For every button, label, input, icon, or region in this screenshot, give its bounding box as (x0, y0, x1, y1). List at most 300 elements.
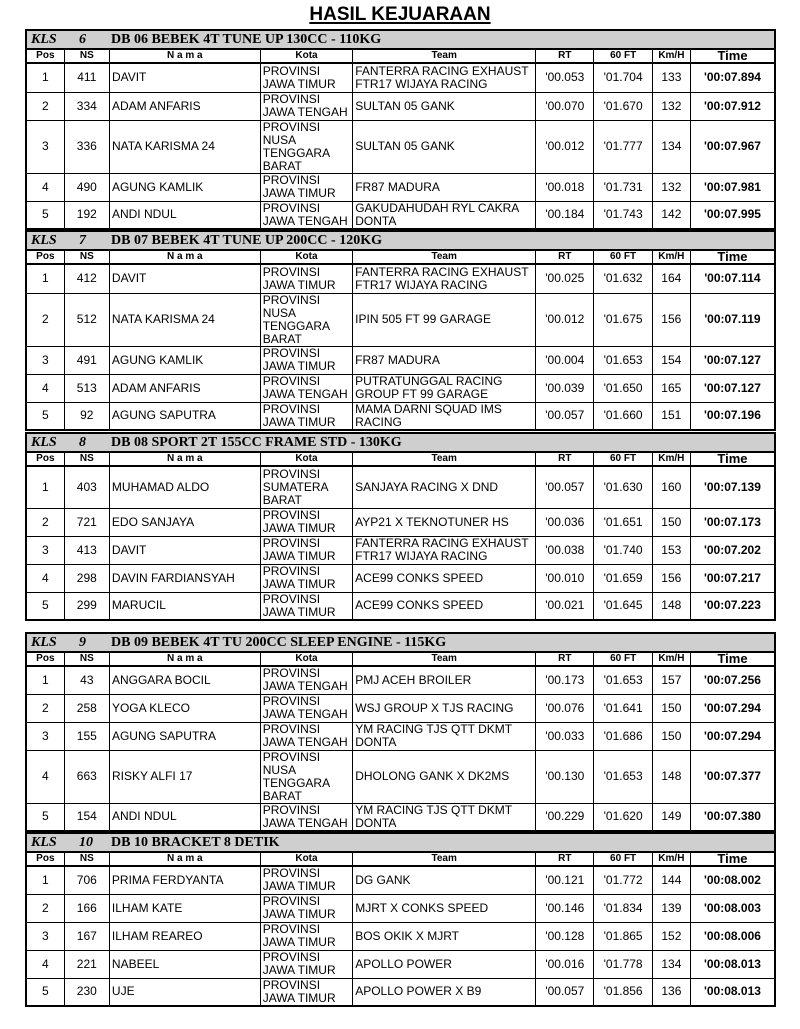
cell-team: YM RACING TJS QTT DKMT DONTA (353, 722, 536, 750)
table-row (26, 922, 775, 950)
table-row (26, 264, 775, 293)
cell-ns: 258 (64, 694, 109, 722)
col-header-team: Team (353, 652, 536, 666)
cell-team: SULTAN 05 GANK (353, 120, 536, 173)
cell-kota: PROVINSI JAWA TIMUR (260, 866, 352, 894)
column-header-row (26, 652, 775, 666)
cell-rt: '00.021 (536, 592, 594, 620)
table-row (26, 564, 775, 592)
table-row (26, 63, 775, 92)
cell-team: AYP21 X TEKNOTUNER HS (353, 508, 536, 536)
cell-kota: PROVINSI JAWA TIMUR (260, 592, 352, 620)
cell-rt: '00.038 (536, 536, 594, 564)
cell-pos: 3 (26, 536, 64, 564)
table-row (26, 666, 775, 694)
cell-kmh: 148 (652, 592, 690, 620)
col-header-kmh: Km/H (652, 652, 690, 666)
cell-rt: '00.039 (536, 374, 594, 402)
cell-ft60: '01.834 (594, 894, 652, 922)
kls-label: KLS (31, 32, 57, 47)
cell-team: FR87 MADURA (353, 346, 536, 374)
class-header (26, 833, 775, 852)
table-row (26, 173, 775, 201)
cell-time: '00:08.003 (690, 894, 775, 922)
cell-team: MJRT X CONKS SPEED (353, 894, 536, 922)
results-table (25, 29, 776, 230)
col-header-nama: N a m a (109, 652, 260, 666)
table-row (26, 750, 775, 803)
cell-kmh: 160 (652, 466, 690, 508)
cell-pos: 2 (26, 92, 64, 120)
cell-team: SANJAYA RACING X DND (353, 466, 536, 508)
cell-nama: AGUNG KAMLIK (109, 173, 260, 201)
cell-kmh: 132 (652, 173, 690, 201)
cell-ns: 512 (64, 293, 109, 346)
cell-pos: 1 (26, 264, 64, 293)
cell-pos: 5 (26, 402, 64, 430)
cell-ft60: '01.740 (594, 536, 652, 564)
cell-rt: '00.010 (536, 564, 594, 592)
cell-ns: 403 (64, 466, 109, 508)
cell-kmh: 136 (652, 978, 690, 1006)
col-header-ns: NS (64, 250, 109, 264)
cell-rt: '00.173 (536, 666, 594, 694)
cell-team: DHOLONG GANK X DK2MS (353, 750, 536, 803)
cell-team: PMJ ACEH BROILER (353, 666, 536, 694)
cell-kmh: 144 (652, 866, 690, 894)
class-header-row (26, 231, 775, 250)
cell-team: DG GANK (353, 866, 536, 894)
table-row (26, 950, 775, 978)
col-header-nama: N a m a (109, 852, 260, 866)
table-row (26, 536, 775, 564)
cell-kmh: 133 (652, 63, 690, 92)
cell-kmh: 149 (652, 803, 690, 831)
col-header-rt: RT (536, 852, 594, 866)
col-header-rt: RT (536, 250, 594, 264)
col-header-pos: Pos (26, 49, 64, 63)
cell-pos: 2 (26, 508, 64, 536)
cell-nama: ILHAM KATE (109, 894, 260, 922)
cell-ns: 491 (64, 346, 109, 374)
cell-kota: PROVINSI JAWA TIMUR (260, 536, 352, 564)
cell-kmh: 139 (652, 894, 690, 922)
cell-ft60: '01.641 (594, 694, 652, 722)
cell-kmh: 134 (652, 120, 690, 173)
kls-number: 7 (79, 233, 86, 248)
cell-team: FR87 MADURA (353, 173, 536, 201)
cell-team: GAKUDAHUDAH RYL CAKRA DONTA (353, 201, 536, 229)
cell-nama: AGUNG SAPUTRA (109, 402, 260, 430)
class-name: DB 09 BEBEK 4T TU 200CC SLEEP ENGINE - 115KG (111, 635, 447, 650)
cell-kmh: 150 (652, 694, 690, 722)
cell-time: '00:07.294 (690, 722, 775, 750)
col-header-kmh: Km/H (652, 852, 690, 866)
cell-ns: 230 (64, 978, 109, 1006)
class-header-row (26, 833, 775, 852)
col-header-time: Time (690, 652, 775, 666)
cell-ns: 513 (64, 374, 109, 402)
cell-ft60: '01.704 (594, 63, 652, 92)
cell-kmh: 151 (652, 402, 690, 430)
class-header (26, 30, 775, 49)
cell-kota: PROVINSI JAWA TIMUR (260, 402, 352, 430)
cell-pos: 2 (26, 293, 64, 346)
cell-kota: PROVINSI JAWA TIMUR (260, 978, 352, 1006)
cell-rt: '00.229 (536, 803, 594, 831)
cell-time: '00:08.006 (690, 922, 775, 950)
cell-team: APOLLO POWER (353, 950, 536, 978)
col-header-ns: NS (64, 452, 109, 466)
cell-pos: 1 (26, 63, 64, 92)
col-header-time: Time (690, 250, 775, 264)
cell-nama: ILHAM REAREO (109, 922, 260, 950)
cell-nama: ADAM ANFARIS (109, 92, 260, 120)
cell-kota: PROVINSI JAWA TIMUR (260, 922, 352, 950)
cell-ft60: '01.630 (594, 466, 652, 508)
table-row (26, 293, 775, 346)
cell-ft60: '01.856 (594, 978, 652, 1006)
col-header-pos: Pos (26, 852, 64, 866)
col-header-kota: Kota (260, 49, 352, 63)
col-header-rt: RT (536, 452, 594, 466)
cell-time: '00:07.202 (690, 536, 775, 564)
kls-label: KLS (31, 635, 57, 650)
cell-ns: 167 (64, 922, 109, 950)
cell-pos: 3 (26, 722, 64, 750)
cell-team: APOLLO POWER X B9 (353, 978, 536, 1006)
cell-ns: 298 (64, 564, 109, 592)
col-header-time: Time (690, 49, 775, 63)
cell-kota: PROVINSI JAWA TENGAH (260, 201, 352, 229)
col-header-ft60: 60 FT (594, 250, 652, 264)
cell-pos: 1 (26, 666, 64, 694)
kls-number: 10 (79, 835, 93, 850)
cell-rt: '00.053 (536, 63, 594, 92)
cell-ns: 490 (64, 173, 109, 201)
cell-rt: '00.033 (536, 722, 594, 750)
col-header-ns: NS (64, 49, 109, 63)
cell-time: '00:07.967 (690, 120, 775, 173)
cell-rt: '00.016 (536, 950, 594, 978)
col-header-kota: Kota (260, 452, 352, 466)
column-header-row (26, 49, 775, 63)
cell-ft60: '01.686 (594, 722, 652, 750)
cell-rt: '00.146 (536, 894, 594, 922)
cell-ft60: '01.675 (594, 293, 652, 346)
cell-nama: NATA KARISMA 24 (109, 120, 260, 173)
col-header-ft60: 60 FT (594, 452, 652, 466)
cell-ns: 706 (64, 866, 109, 894)
col-header-kota: Kota (260, 250, 352, 264)
cell-ns: 155 (64, 722, 109, 750)
cell-time: '00:08.002 (690, 866, 775, 894)
cell-ft60: '01.659 (594, 564, 652, 592)
class-header-row (26, 433, 775, 452)
class-name: DB 08 SPORT 2T 155CC FRAME STD - 130KG (111, 435, 402, 450)
cell-ft60: '01.670 (594, 92, 652, 120)
cell-ns: 43 (64, 666, 109, 694)
cell-team: ACE99 CONKS SPEED (353, 564, 536, 592)
cell-rt: '00.128 (536, 922, 594, 950)
cell-time: '00:07.119 (690, 293, 775, 346)
col-header-nama: N a m a (109, 250, 260, 264)
cell-nama: AGUNG KAMLIK (109, 346, 260, 374)
table-row (26, 803, 775, 831)
col-header-rt: RT (536, 652, 594, 666)
col-header-ns: NS (64, 652, 109, 666)
cell-kota: PROVINSI JAWA TIMUR (260, 508, 352, 536)
cell-kota: PROVINSI JAWA TIMUR (260, 894, 352, 922)
class-section (25, 632, 776, 832)
page-title: HASIL KEJUARAAN (309, 4, 491, 25)
cell-rt: '00.012 (536, 120, 594, 173)
cell-ft60: '01.778 (594, 950, 652, 978)
table-row (26, 894, 775, 922)
cell-time: '00:08.013 (690, 978, 775, 1006)
cell-kmh: 152 (652, 922, 690, 950)
cell-time: '00:07.223 (690, 592, 775, 620)
class-header (26, 633, 775, 652)
cell-nama: EDO SANJAYA (109, 508, 260, 536)
cell-time: '00:07.981 (690, 173, 775, 201)
col-header-kota: Kota (260, 652, 352, 666)
table-row (26, 201, 775, 229)
cell-kmh: 164 (652, 264, 690, 293)
cell-kota: PROVINSI JAWA TIMUR (260, 950, 352, 978)
table-row (26, 402, 775, 430)
cell-pos: 4 (26, 950, 64, 978)
cell-ft60: '01.653 (594, 750, 652, 803)
cell-nama: NABEEL (109, 950, 260, 978)
cell-kota: PROVINSI JAWA TENGAH (260, 374, 352, 402)
cell-time: '00:07.217 (690, 564, 775, 592)
cell-kmh: 153 (652, 536, 690, 564)
cell-rt: '00.130 (536, 750, 594, 803)
results-table (25, 230, 776, 431)
cell-rt: '00.076 (536, 694, 594, 722)
class-header (26, 433, 775, 452)
class-section (25, 230, 776, 431)
cell-pos: 2 (26, 694, 64, 722)
cell-team: IPIN 505 FT 99 GARAGE (353, 293, 536, 346)
cell-ns: 721 (64, 508, 109, 536)
cell-ns: 299 (64, 592, 109, 620)
cell-nama: DAVIT (109, 536, 260, 564)
cell-kmh: 150 (652, 508, 690, 536)
cell-ft60: '01.660 (594, 402, 652, 430)
cell-time: '00:07.196 (690, 402, 775, 430)
cell-ft60: '01.650 (594, 374, 652, 402)
cell-nama: ANDI NDUL (109, 803, 260, 831)
cell-rt: '00.057 (536, 466, 594, 508)
cell-rt: '00.057 (536, 978, 594, 1006)
cell-pos: 4 (26, 750, 64, 803)
col-header-ft60: 60 FT (594, 652, 652, 666)
table-row (26, 592, 775, 620)
table-row (26, 466, 775, 508)
cell-kota: PROVINSI JAWA TENGAH (260, 803, 352, 831)
cell-team: MAMA DARNI SQUAD IMS RACING (353, 402, 536, 430)
kls-label: KLS (31, 835, 57, 850)
cell-ns: 166 (64, 894, 109, 922)
cell-kmh: 154 (652, 346, 690, 374)
cell-pos: 4 (26, 374, 64, 402)
cell-time: '00:07.139 (690, 466, 775, 508)
col-header-kota: Kota (260, 852, 352, 866)
cell-nama: UJE (109, 978, 260, 1006)
class-name: DB 10 BRACKET 8 DETIK (111, 835, 280, 850)
cell-kmh: 150 (652, 722, 690, 750)
class-header-row (26, 30, 775, 49)
cell-ft60: '01.731 (594, 173, 652, 201)
class-header-row (26, 633, 775, 652)
cell-nama: PRIMA FERDYANTA (109, 866, 260, 894)
cell-pos: 1 (26, 466, 64, 508)
cell-nama: AGUNG SAPUTRA (109, 722, 260, 750)
cell-team: WSJ GROUP X TJS RACING (353, 694, 536, 722)
cell-team: YM RACING TJS QTT DKMT DONTA (353, 803, 536, 831)
cell-nama: DAVIN FARDIANSYAH (109, 564, 260, 592)
kls-number: 9 (79, 635, 86, 650)
cell-pos: 3 (26, 120, 64, 173)
cell-ft60: '01.772 (594, 866, 652, 894)
cell-team: FANTERRA RACING EXHAUST FTR17 WIJAYA RACING (353, 264, 536, 293)
cell-kota: PROVINSI JAWA TENGAH (260, 666, 352, 694)
cell-team: ACE99 CONKS SPEED (353, 592, 536, 620)
kls-label: KLS (31, 233, 57, 248)
col-header-nama: N a m a (109, 452, 260, 466)
cell-kota: PROVINSI JAWA TIMUR (260, 173, 352, 201)
cell-team: BOS OKIK X MJRT (353, 922, 536, 950)
cell-kota: PROVINSI JAWA TIMUR (260, 264, 352, 293)
cell-pos: 5 (26, 592, 64, 620)
col-header-nama: N a m a (109, 49, 260, 63)
cell-time: '00:07.380 (690, 803, 775, 831)
cell-kota: PROVINSI NUSA TENGGARA BARAT (260, 293, 352, 346)
col-header-team: Team (353, 250, 536, 264)
cell-rt: '00.057 (536, 402, 594, 430)
cell-nama: NATA KARISMA 24 (109, 293, 260, 346)
cell-kota: PROVINSI NUSA TENGGARA BARAT (260, 120, 352, 173)
cell-ns: 192 (64, 201, 109, 229)
col-header-team: Team (353, 852, 536, 866)
cell-ft60: '01.632 (594, 264, 652, 293)
cell-time: '00:07.894 (690, 63, 775, 92)
cell-pos: 1 (26, 866, 64, 894)
cell-team: PUTRATUNGGAL RACING GROUP FT 99 GARAGE (353, 374, 536, 402)
cell-rt: '00.004 (536, 346, 594, 374)
cell-rt: '00.018 (536, 173, 594, 201)
col-header-team: Team (353, 452, 536, 466)
cell-kmh: 142 (652, 201, 690, 229)
col-header-pos: Pos (26, 652, 64, 666)
cell-time: '00:08.013 (690, 950, 775, 978)
cell-ft60: '01.865 (594, 922, 652, 950)
col-header-time: Time (690, 852, 775, 866)
cell-time: '00:07.256 (690, 666, 775, 694)
cell-ns: 92 (64, 402, 109, 430)
cell-nama: DAVIT (109, 264, 260, 293)
cell-pos: 2 (26, 894, 64, 922)
cell-rt: '00.036 (536, 508, 594, 536)
cell-ns: 221 (64, 950, 109, 978)
results-table (25, 432, 776, 621)
results-table (25, 832, 776, 1007)
table-row (26, 978, 775, 1006)
col-header-kmh: Km/H (652, 49, 690, 63)
col-header-ft60: 60 FT (594, 49, 652, 63)
cell-time: '00:07.294 (690, 694, 775, 722)
cell-kmh: 156 (652, 564, 690, 592)
cell-nama: YOGA KLECO (109, 694, 260, 722)
cell-ns: 663 (64, 750, 109, 803)
cell-rt: '00.070 (536, 92, 594, 120)
class-name: DB 07 BEBEK 4T TUNE UP 200CC - 120KG (111, 233, 382, 248)
cell-nama: MUHAMAD ALDO (109, 466, 260, 508)
kls-label: KLS (31, 435, 57, 450)
col-header-time: Time (690, 452, 775, 466)
cell-ns: 154 (64, 803, 109, 831)
col-header-kmh: Km/H (652, 250, 690, 264)
col-header-ns: NS (64, 852, 109, 866)
cell-time: '00:07.127 (690, 374, 775, 402)
cell-pos: 5 (26, 803, 64, 831)
table-row (26, 694, 775, 722)
cell-ft60: '01.777 (594, 120, 652, 173)
class-section (25, 832, 776, 1007)
cell-ns: 412 (64, 264, 109, 293)
cell-kmh: 157 (652, 666, 690, 694)
cell-time: '00:07.995 (690, 201, 775, 229)
cell-kota: PROVINSI JAWA TIMUR (260, 564, 352, 592)
cell-kota: PROVINSI JAWA TIMUR (260, 63, 352, 92)
class-section (25, 29, 776, 230)
cell-nama: ANDI NDUL (109, 201, 260, 229)
cell-ft60: '01.645 (594, 592, 652, 620)
kls-number: 8 (79, 435, 86, 450)
cell-kmh: 134 (652, 950, 690, 978)
kls-number: 6 (79, 32, 86, 47)
cell-nama: ADAM ANFARIS (109, 374, 260, 402)
cell-team: FANTERRA RACING EXHAUST FTR17 WIJAYA RACING (353, 63, 536, 92)
table-row (26, 722, 775, 750)
cell-nama: RISKY ALFI 17 (109, 750, 260, 803)
cell-time: '00:07.912 (690, 92, 775, 120)
column-header-row (26, 250, 775, 264)
cell-team: SULTAN 05 GANK (353, 92, 536, 120)
cell-time: '00:07.173 (690, 508, 775, 536)
cell-ns: 336 (64, 120, 109, 173)
table-row (26, 866, 775, 894)
cell-rt: '00.025 (536, 264, 594, 293)
cell-time: '00:07.377 (690, 750, 775, 803)
table-row (26, 346, 775, 374)
cell-kmh: 165 (652, 374, 690, 402)
cell-kota: PROVINSI JAWA TENGAH (260, 92, 352, 120)
col-header-team: Team (353, 49, 536, 63)
col-header-pos: Pos (26, 250, 64, 264)
column-header-row (26, 452, 775, 466)
table-row (26, 508, 775, 536)
cell-ft60: '01.651 (594, 508, 652, 536)
cell-ft60: '01.653 (594, 666, 652, 694)
table-row (26, 374, 775, 402)
cell-time: '00:07.114 (690, 264, 775, 293)
table-row (26, 120, 775, 173)
cell-rt: '00.012 (536, 293, 594, 346)
cell-ft60: '01.620 (594, 803, 652, 831)
